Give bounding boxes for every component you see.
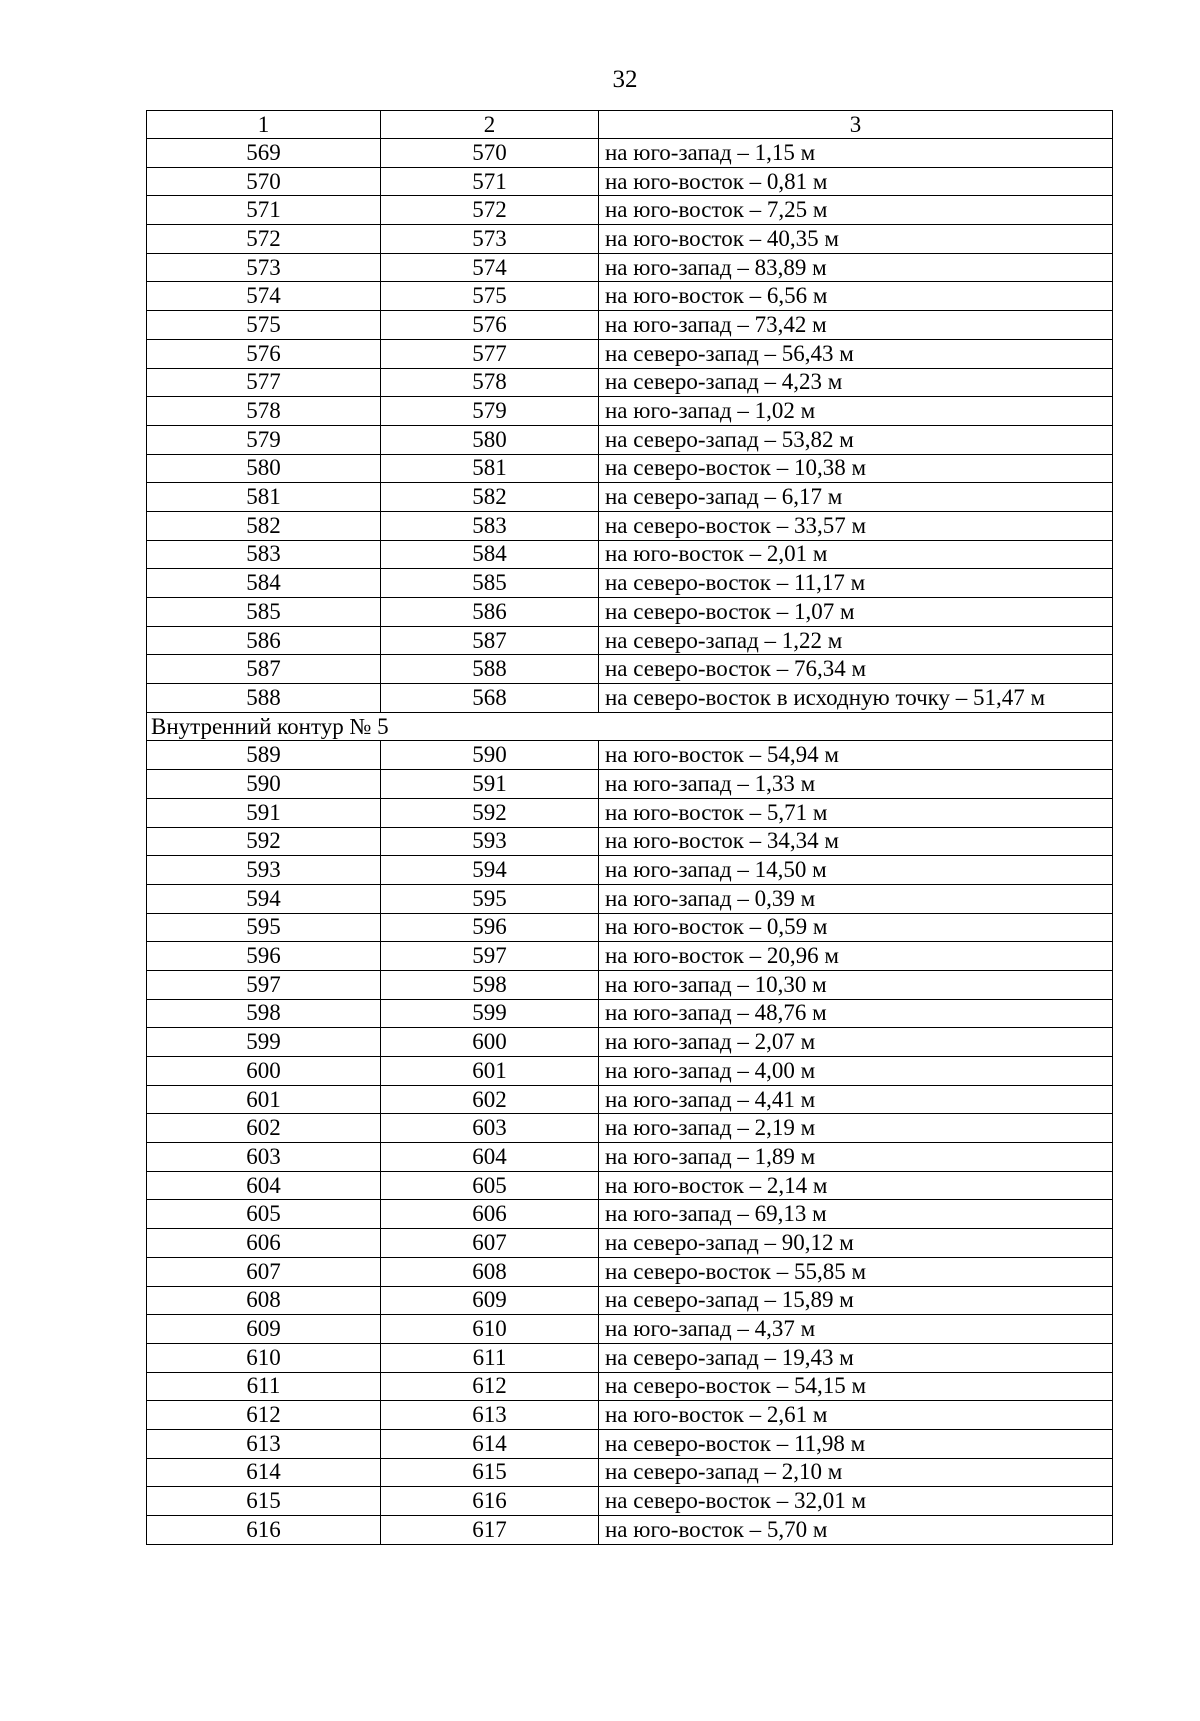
to-point: 597 bbox=[381, 942, 599, 971]
direction-distance: на юго-запад – 1,15 м bbox=[599, 139, 1113, 168]
from-point: 612 bbox=[147, 1401, 381, 1430]
direction-distance: на северо-восток – 54,15 м bbox=[599, 1372, 1113, 1401]
table-row bbox=[147, 1143, 1113, 1172]
direction-distance: на юго-запад – 1,33 м bbox=[599, 770, 1113, 799]
table-row bbox=[147, 139, 1113, 168]
direction-distance: на юго-запад – 0,39 м bbox=[599, 884, 1113, 913]
from-point: 591 bbox=[147, 798, 381, 827]
table-row bbox=[147, 770, 1113, 799]
direction-distance: на юго-восток – 7,25 м bbox=[599, 196, 1113, 225]
table-row bbox=[147, 999, 1113, 1028]
table-row bbox=[147, 1028, 1113, 1057]
from-point: 616 bbox=[147, 1516, 381, 1545]
direction-distance: на юго-запад – 10,30 м bbox=[599, 970, 1113, 999]
from-point: 581 bbox=[147, 483, 381, 512]
table-row bbox=[147, 741, 1113, 770]
to-point: 574 bbox=[381, 253, 599, 282]
direction-distance: на северо-запад – 6,17 м bbox=[599, 483, 1113, 512]
header-col-3: 3 bbox=[599, 111, 1113, 139]
header-col-2: 2 bbox=[381, 111, 599, 139]
table-row bbox=[147, 1315, 1113, 1344]
table-row bbox=[147, 1372, 1113, 1401]
table-row bbox=[147, 798, 1113, 827]
to-point: 580 bbox=[381, 425, 599, 454]
from-point: 580 bbox=[147, 454, 381, 483]
from-point: 610 bbox=[147, 1343, 381, 1372]
from-point: 570 bbox=[147, 167, 381, 196]
boundary-table bbox=[146, 110, 1113, 1545]
direction-distance: на юго-восток – 2,01 м bbox=[599, 540, 1113, 569]
table-row bbox=[147, 511, 1113, 540]
direction-distance: на юго-восток – 6,56 м bbox=[599, 282, 1113, 311]
direction-distance: на северо-запад – 19,43 м bbox=[599, 1343, 1113, 1372]
to-point: 610 bbox=[381, 1315, 599, 1344]
to-point: 611 bbox=[381, 1343, 599, 1372]
to-point: 596 bbox=[381, 913, 599, 942]
table-row bbox=[147, 1487, 1113, 1516]
direction-distance: на северо-восток – 55,85 м bbox=[599, 1257, 1113, 1286]
direction-distance: на юго-восток – 0,59 м bbox=[599, 913, 1113, 942]
from-point: 573 bbox=[147, 253, 381, 282]
from-point: 579 bbox=[147, 425, 381, 454]
table-row bbox=[147, 425, 1113, 454]
to-point: 590 bbox=[381, 741, 599, 770]
from-point: 603 bbox=[147, 1143, 381, 1172]
from-point: 608 bbox=[147, 1286, 381, 1315]
from-point: 604 bbox=[147, 1171, 381, 1200]
from-point: 599 bbox=[147, 1028, 381, 1057]
direction-distance: на северо-восток – 11,98 м bbox=[599, 1429, 1113, 1458]
to-point: 593 bbox=[381, 827, 599, 856]
direction-distance: на северо-восток – 32,01 м bbox=[599, 1487, 1113, 1516]
direction-distance: на юго-запад – 2,07 м bbox=[599, 1028, 1113, 1057]
direction-distance: на северо-восток – 11,17 м bbox=[599, 569, 1113, 598]
direction-distance: на юго-запад – 4,00 м bbox=[599, 1057, 1113, 1086]
to-point: 587 bbox=[381, 626, 599, 655]
direction-distance: на юго-восток – 20,96 м bbox=[599, 942, 1113, 971]
to-point: 605 bbox=[381, 1171, 599, 1200]
to-point: 617 bbox=[381, 1516, 599, 1545]
table-row bbox=[147, 282, 1113, 311]
direction-distance: на северо-восток в исходную точку – 51,47 м bbox=[599, 684, 1113, 713]
table-row bbox=[147, 1200, 1113, 1229]
to-point: 594 bbox=[381, 856, 599, 885]
from-point: 575 bbox=[147, 311, 381, 340]
to-point: 609 bbox=[381, 1286, 599, 1315]
direction-distance: на северо-восток – 76,34 м bbox=[599, 655, 1113, 684]
table-row bbox=[147, 397, 1113, 426]
from-point: 614 bbox=[147, 1458, 381, 1487]
direction-distance: на северо-запад – 4,23 м bbox=[599, 368, 1113, 397]
direction-distance: на юго-восток – 34,34 м bbox=[599, 827, 1113, 856]
table-row bbox=[147, 598, 1113, 627]
from-point: 576 bbox=[147, 339, 381, 368]
to-point: 599 bbox=[381, 999, 599, 1028]
from-point: 589 bbox=[147, 741, 381, 770]
to-point: 579 bbox=[381, 397, 599, 426]
to-point: 577 bbox=[381, 339, 599, 368]
from-point: 600 bbox=[147, 1057, 381, 1086]
table-row bbox=[147, 970, 1113, 999]
table-body bbox=[147, 111, 1113, 1545]
from-point: 586 bbox=[147, 626, 381, 655]
table-row bbox=[147, 1229, 1113, 1258]
table-row bbox=[147, 1286, 1113, 1315]
direction-distance: на северо-восток – 10,38 м bbox=[599, 454, 1113, 483]
to-point: 602 bbox=[381, 1085, 599, 1114]
from-point: 587 bbox=[147, 655, 381, 684]
page-number: 32 bbox=[612, 66, 638, 93]
table-row bbox=[147, 827, 1113, 856]
to-point: 616 bbox=[381, 1487, 599, 1516]
to-point: 581 bbox=[381, 454, 599, 483]
table-row bbox=[147, 684, 1113, 713]
direction-distance: на юго-запад – 1,89 м bbox=[599, 1143, 1113, 1172]
direction-distance: на северо-запад – 90,12 м bbox=[599, 1229, 1113, 1258]
to-point: 615 bbox=[381, 1458, 599, 1487]
table-row bbox=[147, 1516, 1113, 1545]
table-row bbox=[147, 483, 1113, 512]
table-row bbox=[147, 311, 1113, 340]
direction-distance: на северо-восток – 1,07 м bbox=[599, 598, 1113, 627]
direction-distance: на юго-восток – 5,71 м bbox=[599, 798, 1113, 827]
to-point: 576 bbox=[381, 311, 599, 340]
table-row bbox=[147, 225, 1113, 254]
table-row bbox=[147, 196, 1113, 225]
table-row bbox=[147, 1171, 1113, 1200]
table-row bbox=[147, 253, 1113, 282]
direction-distance: на северо-запад – 15,89 м bbox=[599, 1286, 1113, 1315]
table-header-row bbox=[147, 111, 1113, 139]
direction-distance: на юго-восток – 0,81 м bbox=[599, 167, 1113, 196]
to-point: 600 bbox=[381, 1028, 599, 1057]
from-point: 594 bbox=[147, 884, 381, 913]
to-point: 583 bbox=[381, 511, 599, 540]
to-point: 568 bbox=[381, 684, 599, 713]
direction-distance: на юго-запад – 48,76 м bbox=[599, 999, 1113, 1028]
direction-distance: на юго-запад – 1,02 м bbox=[599, 397, 1113, 426]
direction-distance: на юго-восток – 2,14 м bbox=[599, 1171, 1113, 1200]
to-point: 601 bbox=[381, 1057, 599, 1086]
from-point: 606 bbox=[147, 1229, 381, 1258]
table-row bbox=[147, 884, 1113, 913]
from-point: 595 bbox=[147, 913, 381, 942]
table-row bbox=[147, 167, 1113, 196]
to-point: 612 bbox=[381, 1372, 599, 1401]
from-point: 609 bbox=[147, 1315, 381, 1344]
to-point: 603 bbox=[381, 1114, 599, 1143]
table-row bbox=[147, 1429, 1113, 1458]
table-row bbox=[147, 368, 1113, 397]
from-point: 611 bbox=[147, 1372, 381, 1401]
from-point: 572 bbox=[147, 225, 381, 254]
section-title: Внутренний контур № 5 bbox=[147, 712, 1113, 741]
section-title-row bbox=[147, 712, 1113, 741]
from-point: 598 bbox=[147, 999, 381, 1028]
direction-distance: на юго-восток – 40,35 м bbox=[599, 225, 1113, 254]
to-point: 582 bbox=[381, 483, 599, 512]
direction-distance: на северо-запад – 56,43 м bbox=[599, 339, 1113, 368]
table-row bbox=[147, 1401, 1113, 1430]
to-point: 592 bbox=[381, 798, 599, 827]
direction-distance: на северо-восток – 33,57 м bbox=[599, 511, 1113, 540]
to-point: 570 bbox=[381, 139, 599, 168]
from-point: 582 bbox=[147, 511, 381, 540]
direction-distance: на юго-запад – 73,42 м bbox=[599, 311, 1113, 340]
from-point: 592 bbox=[147, 827, 381, 856]
from-point: 569 bbox=[147, 139, 381, 168]
to-point: 595 bbox=[381, 884, 599, 913]
from-point: 578 bbox=[147, 397, 381, 426]
table-row bbox=[147, 1343, 1113, 1372]
table-row bbox=[147, 655, 1113, 684]
direction-distance: на северо-запад – 53,82 м bbox=[599, 425, 1113, 454]
table-row bbox=[147, 1114, 1113, 1143]
direction-distance: на юго-восток – 54,94 м bbox=[599, 741, 1113, 770]
table-row bbox=[147, 1057, 1113, 1086]
to-point: 598 bbox=[381, 970, 599, 999]
to-point: 588 bbox=[381, 655, 599, 684]
direction-distance: на юго-запад – 83,89 м bbox=[599, 253, 1113, 282]
header-col-1: 1 bbox=[147, 111, 381, 139]
table-row bbox=[147, 454, 1113, 483]
from-point: 605 bbox=[147, 1200, 381, 1229]
table-row bbox=[147, 626, 1113, 655]
from-point: 615 bbox=[147, 1487, 381, 1516]
to-point: 573 bbox=[381, 225, 599, 254]
direction-distance: на северо-запад – 2,10 м bbox=[599, 1458, 1113, 1487]
to-point: 613 bbox=[381, 1401, 599, 1430]
table-row bbox=[147, 569, 1113, 598]
to-point: 614 bbox=[381, 1429, 599, 1458]
from-point: 571 bbox=[147, 196, 381, 225]
table-row bbox=[147, 942, 1113, 971]
from-point: 584 bbox=[147, 569, 381, 598]
from-point: 585 bbox=[147, 598, 381, 627]
to-point: 586 bbox=[381, 598, 599, 627]
from-point: 607 bbox=[147, 1257, 381, 1286]
to-point: 584 bbox=[381, 540, 599, 569]
to-point: 606 bbox=[381, 1200, 599, 1229]
from-point: 601 bbox=[147, 1085, 381, 1114]
to-point: 572 bbox=[381, 196, 599, 225]
from-point: 577 bbox=[147, 368, 381, 397]
to-point: 591 bbox=[381, 770, 599, 799]
table-row bbox=[147, 339, 1113, 368]
from-point: 588 bbox=[147, 684, 381, 713]
to-point: 571 bbox=[381, 167, 599, 196]
from-point: 597 bbox=[147, 970, 381, 999]
to-point: 578 bbox=[381, 368, 599, 397]
table-row bbox=[147, 540, 1113, 569]
from-point: 613 bbox=[147, 1429, 381, 1458]
to-point: 604 bbox=[381, 1143, 599, 1172]
table-row bbox=[147, 1257, 1113, 1286]
from-point: 596 bbox=[147, 942, 381, 971]
direction-distance: на юго-восток – 5,70 м bbox=[599, 1516, 1113, 1545]
to-point: 608 bbox=[381, 1257, 599, 1286]
from-point: 583 bbox=[147, 540, 381, 569]
from-point: 574 bbox=[147, 282, 381, 311]
to-point: 607 bbox=[381, 1229, 599, 1258]
direction-distance: на юго-запад – 14,50 м bbox=[599, 856, 1113, 885]
direction-distance: на юго-запад – 2,19 м bbox=[599, 1114, 1113, 1143]
from-point: 590 bbox=[147, 770, 381, 799]
direction-distance: на юго-запад – 4,37 м bbox=[599, 1315, 1113, 1344]
table-row bbox=[147, 1458, 1113, 1487]
from-point: 593 bbox=[147, 856, 381, 885]
table-row bbox=[147, 1085, 1113, 1114]
to-point: 585 bbox=[381, 569, 599, 598]
from-point: 602 bbox=[147, 1114, 381, 1143]
table-row bbox=[147, 856, 1113, 885]
direction-distance: на северо-запад – 1,22 м bbox=[599, 626, 1113, 655]
direction-distance: на юго-запад – 4,41 м bbox=[599, 1085, 1113, 1114]
to-point: 575 bbox=[381, 282, 599, 311]
direction-distance: на юго-восток – 2,61 м bbox=[599, 1401, 1113, 1430]
table-row bbox=[147, 913, 1113, 942]
direction-distance: на юго-запад – 69,13 м bbox=[599, 1200, 1113, 1229]
